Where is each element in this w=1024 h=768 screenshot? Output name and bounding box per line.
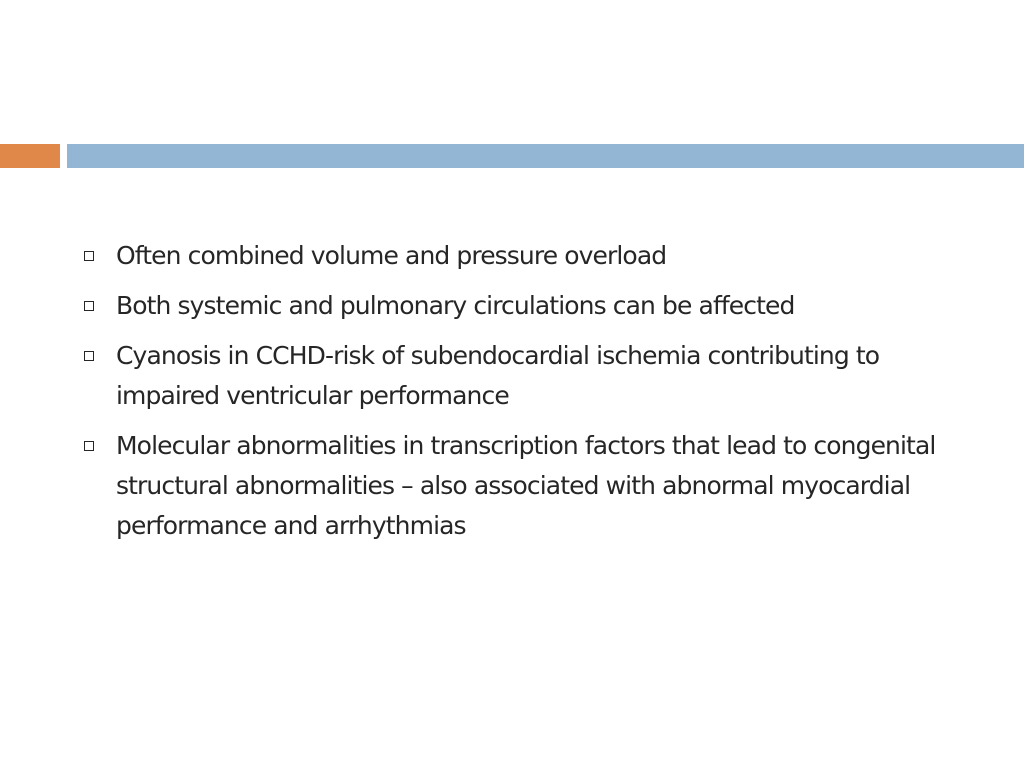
bullet-text: Both systemic and pulmonary circulations can be affected <box>116 291 795 320</box>
square-bullet-icon <box>84 301 94 311</box>
header-band <box>67 144 1024 168</box>
bullet-text: Often combined volume and pressure overload <box>116 241 667 270</box>
square-bullet-icon <box>84 441 94 451</box>
bullet-item <box>80 286 960 326</box>
bullet-item <box>80 336 960 416</box>
bullet-text: Cyanosis in CCHD-risk of subendocardial ischemia contributing to impaired ventricular performance <box>116 341 880 410</box>
square-bullet-icon <box>84 251 94 261</box>
square-bullet-icon <box>84 351 94 361</box>
bullet-text: Molecular abnormalities in transcription factors that lead to congenital structural abnormalities – also associated with abnormal myocardial performance and arrhythmias <box>116 431 936 540</box>
header-accent-bar <box>0 144 60 168</box>
bullet-item <box>80 236 960 276</box>
bullet-list <box>80 236 960 556</box>
bullet-item <box>80 426 960 546</box>
